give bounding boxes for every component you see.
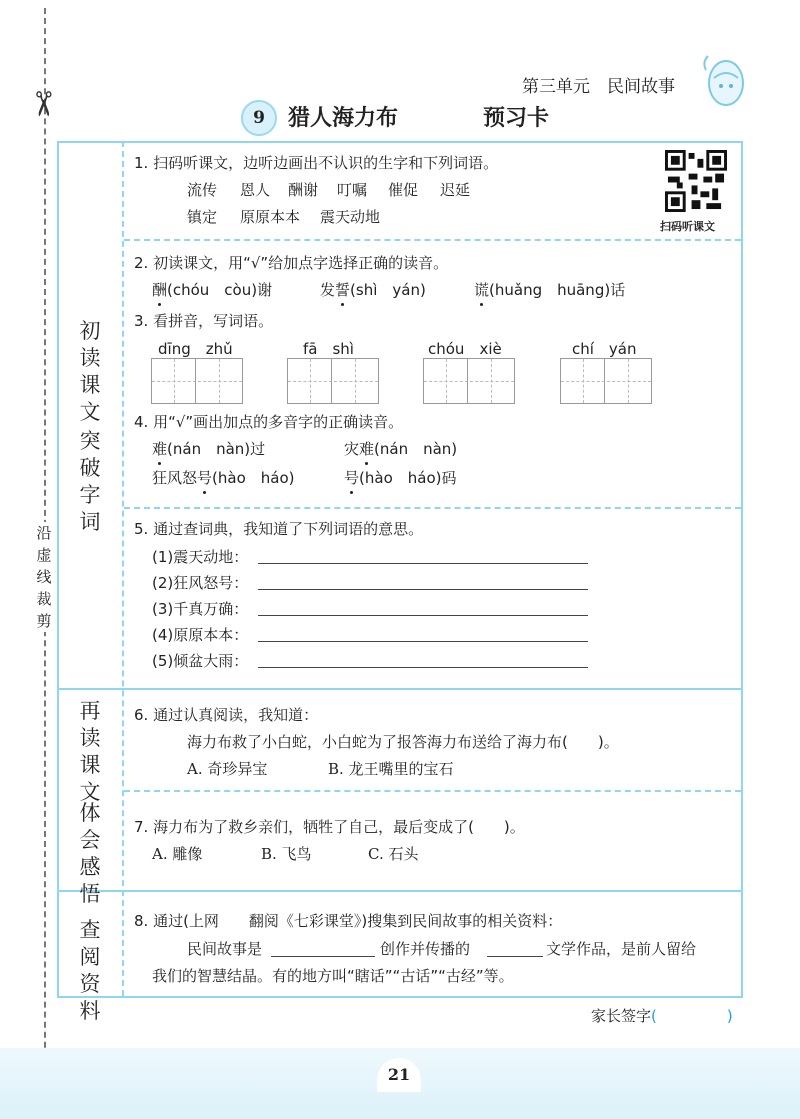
cut-instruction: 沿虚线裁剪 bbox=[30, 522, 58, 632]
scissors-icon: ✂ bbox=[22, 89, 63, 119]
qr-caption: 扫码听课文 bbox=[660, 220, 715, 233]
section-label-research: 查阅资料 bbox=[79, 918, 101, 1023]
q4-item-b-options[interactable]: (nán nàn) bbox=[374, 440, 458, 458]
section-divider bbox=[59, 688, 741, 690]
section-label-words: 突破字词 bbox=[79, 429, 101, 534]
q4-item-d bbox=[344, 467, 456, 488]
label-column-divider bbox=[122, 141, 124, 996]
writing-grid[interactable] bbox=[560, 358, 652, 404]
q6-prompt: 6. 通过认真阅读，我知道： bbox=[134, 706, 319, 724]
q1-word: 酬谢 bbox=[288, 181, 319, 199]
parent-signature-label: 家长签字 bbox=[591, 1007, 652, 1025]
q4-item-a bbox=[152, 438, 265, 459]
pinyin-label: chóu xiè bbox=[428, 340, 502, 358]
q2-item-1 bbox=[152, 279, 272, 300]
section-label-reread: 再读课文 bbox=[79, 699, 101, 804]
unit-heading: 第三单元 民间故事 bbox=[522, 77, 675, 97]
q5-item: (3)千真万确： bbox=[152, 600, 249, 618]
q2-item-2 bbox=[320, 279, 426, 300]
q8-line1-b: 创作并传播的 bbox=[380, 940, 471, 958]
qr-code-icon[interactable] bbox=[665, 150, 727, 212]
q7-option-c[interactable]: C. 石头 bbox=[368, 845, 419, 863]
answer-line[interactable] bbox=[258, 641, 588, 642]
q2-item-2-options[interactable]: (shì yán) bbox=[350, 281, 426, 299]
lesson-number: 9 bbox=[241, 100, 277, 136]
card-title: 预习卡 bbox=[483, 106, 550, 131]
q8-line2: 我们的智慧结晶。有的地方叫“瞎话”“古话”“古经”等。 bbox=[152, 967, 514, 985]
dotted-char: 誓 bbox=[335, 281, 351, 299]
q4-item-c-prefix: 狂风怒 bbox=[152, 469, 198, 487]
q2-prompt: 2. 初读课文，用“√”给加点字选择正确的读音。 bbox=[134, 254, 449, 272]
answer-line[interactable] bbox=[258, 615, 588, 616]
q8-prompt: 8. 通过(上网 翻阅《七彩课堂》)搜集到民间故事的相关资料： bbox=[134, 912, 563, 930]
dotted-char: 难 bbox=[359, 440, 375, 458]
q2-item-1-options[interactable]: (chóu còu)谢 bbox=[167, 281, 273, 299]
q4-item-b-prefix: 灾 bbox=[344, 440, 360, 458]
dotted-char: 号 bbox=[344, 469, 360, 487]
decorative-egg-icon bbox=[700, 50, 748, 110]
q4-item-b bbox=[344, 438, 457, 459]
signature-bracket-open: ( bbox=[651, 1007, 657, 1025]
q4-item-a-options[interactable]: (nán nàn)过 bbox=[167, 440, 266, 458]
answer-line[interactable] bbox=[487, 956, 543, 957]
q4-item-d-options[interactable]: (hào háo)码 bbox=[359, 469, 457, 487]
q7-option-a[interactable]: A. 雕像 bbox=[152, 845, 203, 863]
answer-line[interactable] bbox=[271, 956, 375, 957]
q2-item-3-options[interactable]: (huǎng huāng)话 bbox=[489, 281, 626, 299]
q5-prompt: 5. 通过查词典，我知道了下列词语的意思。 bbox=[134, 520, 424, 538]
dotted-char: 谎 bbox=[474, 281, 490, 299]
pinyin-label: fā shì bbox=[303, 340, 354, 358]
q3-prompt: 3. 看拼音，写词语。 bbox=[134, 312, 274, 330]
q5-item: (2)狂风怒号： bbox=[152, 574, 249, 592]
writing-grid[interactable] bbox=[287, 358, 379, 404]
dotted-char: 酬 bbox=[152, 281, 168, 299]
row-divider bbox=[124, 239, 741, 241]
q1-word: 震天动地 bbox=[320, 208, 381, 226]
answer-line[interactable] bbox=[258, 589, 588, 590]
dotted-char: 难 bbox=[152, 440, 168, 458]
parent-signature[interactable] bbox=[591, 1005, 733, 1026]
q1-word: 原原本本 bbox=[240, 208, 301, 226]
answer-line[interactable] bbox=[258, 563, 588, 564]
q4-item-c-options[interactable]: (hào háo) bbox=[212, 469, 295, 487]
q5-item: (1)震天动地： bbox=[152, 548, 249, 566]
q1-word: 流传 bbox=[187, 181, 218, 199]
section-divider bbox=[59, 890, 741, 892]
pinyin-label: chí yán bbox=[572, 340, 637, 358]
q2-item-2-prefix: 发 bbox=[320, 281, 336, 299]
row-divider bbox=[124, 507, 741, 509]
q2-item-3 bbox=[474, 279, 625, 300]
q1-prompt: 1. 扫码听课文，边听边画出不认识的生字和下列词语。 bbox=[134, 154, 499, 172]
section-label-reflect: 体会感悟 bbox=[79, 801, 101, 906]
q1-word: 镇定 bbox=[187, 208, 218, 226]
writing-grid[interactable] bbox=[423, 358, 515, 404]
signature-bracket-close: ) bbox=[726, 1007, 733, 1025]
pinyin-label: dīng zhǔ bbox=[158, 340, 233, 358]
q6-stem: 海力布救了小白蛇，小白蛇为了报答海力布送给了海力布( )。 bbox=[187, 733, 619, 751]
row-divider bbox=[124, 790, 741, 792]
q1-word: 恩人 bbox=[240, 181, 271, 199]
q7-prompt: 7. 海力布为了救乡亲们，牺牲了自己，最后变成了( )。 bbox=[134, 818, 525, 836]
answer-line[interactable] bbox=[258, 667, 588, 668]
q8-line1-a: 民间故事是 bbox=[187, 940, 263, 958]
dotted-char: 号 bbox=[197, 469, 213, 487]
q8-line1-c: 文学作品，是前人留给 bbox=[546, 940, 697, 958]
q4-prompt: 4. 用“√”画出加点的多音字的正确读音。 bbox=[134, 413, 404, 431]
q4-item-c bbox=[152, 467, 295, 488]
lesson-title: 猎人海力布 bbox=[288, 106, 399, 131]
writing-grid[interactable] bbox=[151, 358, 243, 404]
q5-item: (4)原原本本： bbox=[152, 626, 249, 644]
q1-word: 催促 bbox=[388, 181, 419, 199]
q5-item: (5)倾盆大雨： bbox=[152, 652, 249, 670]
page-number: 21 bbox=[377, 1058, 421, 1092]
q7-option-b[interactable]: B. 飞鸟 bbox=[261, 845, 312, 863]
q6-option-a[interactable]: A. 奇珍异宝 bbox=[187, 760, 268, 778]
q6-option-b[interactable]: B. 龙王嘴里的宝石 bbox=[328, 760, 454, 778]
q1-word: 迟延 bbox=[440, 181, 471, 199]
section-label-first-read: 初读课文 bbox=[79, 319, 101, 424]
q1-word: 叮嘱 bbox=[337, 181, 368, 199]
